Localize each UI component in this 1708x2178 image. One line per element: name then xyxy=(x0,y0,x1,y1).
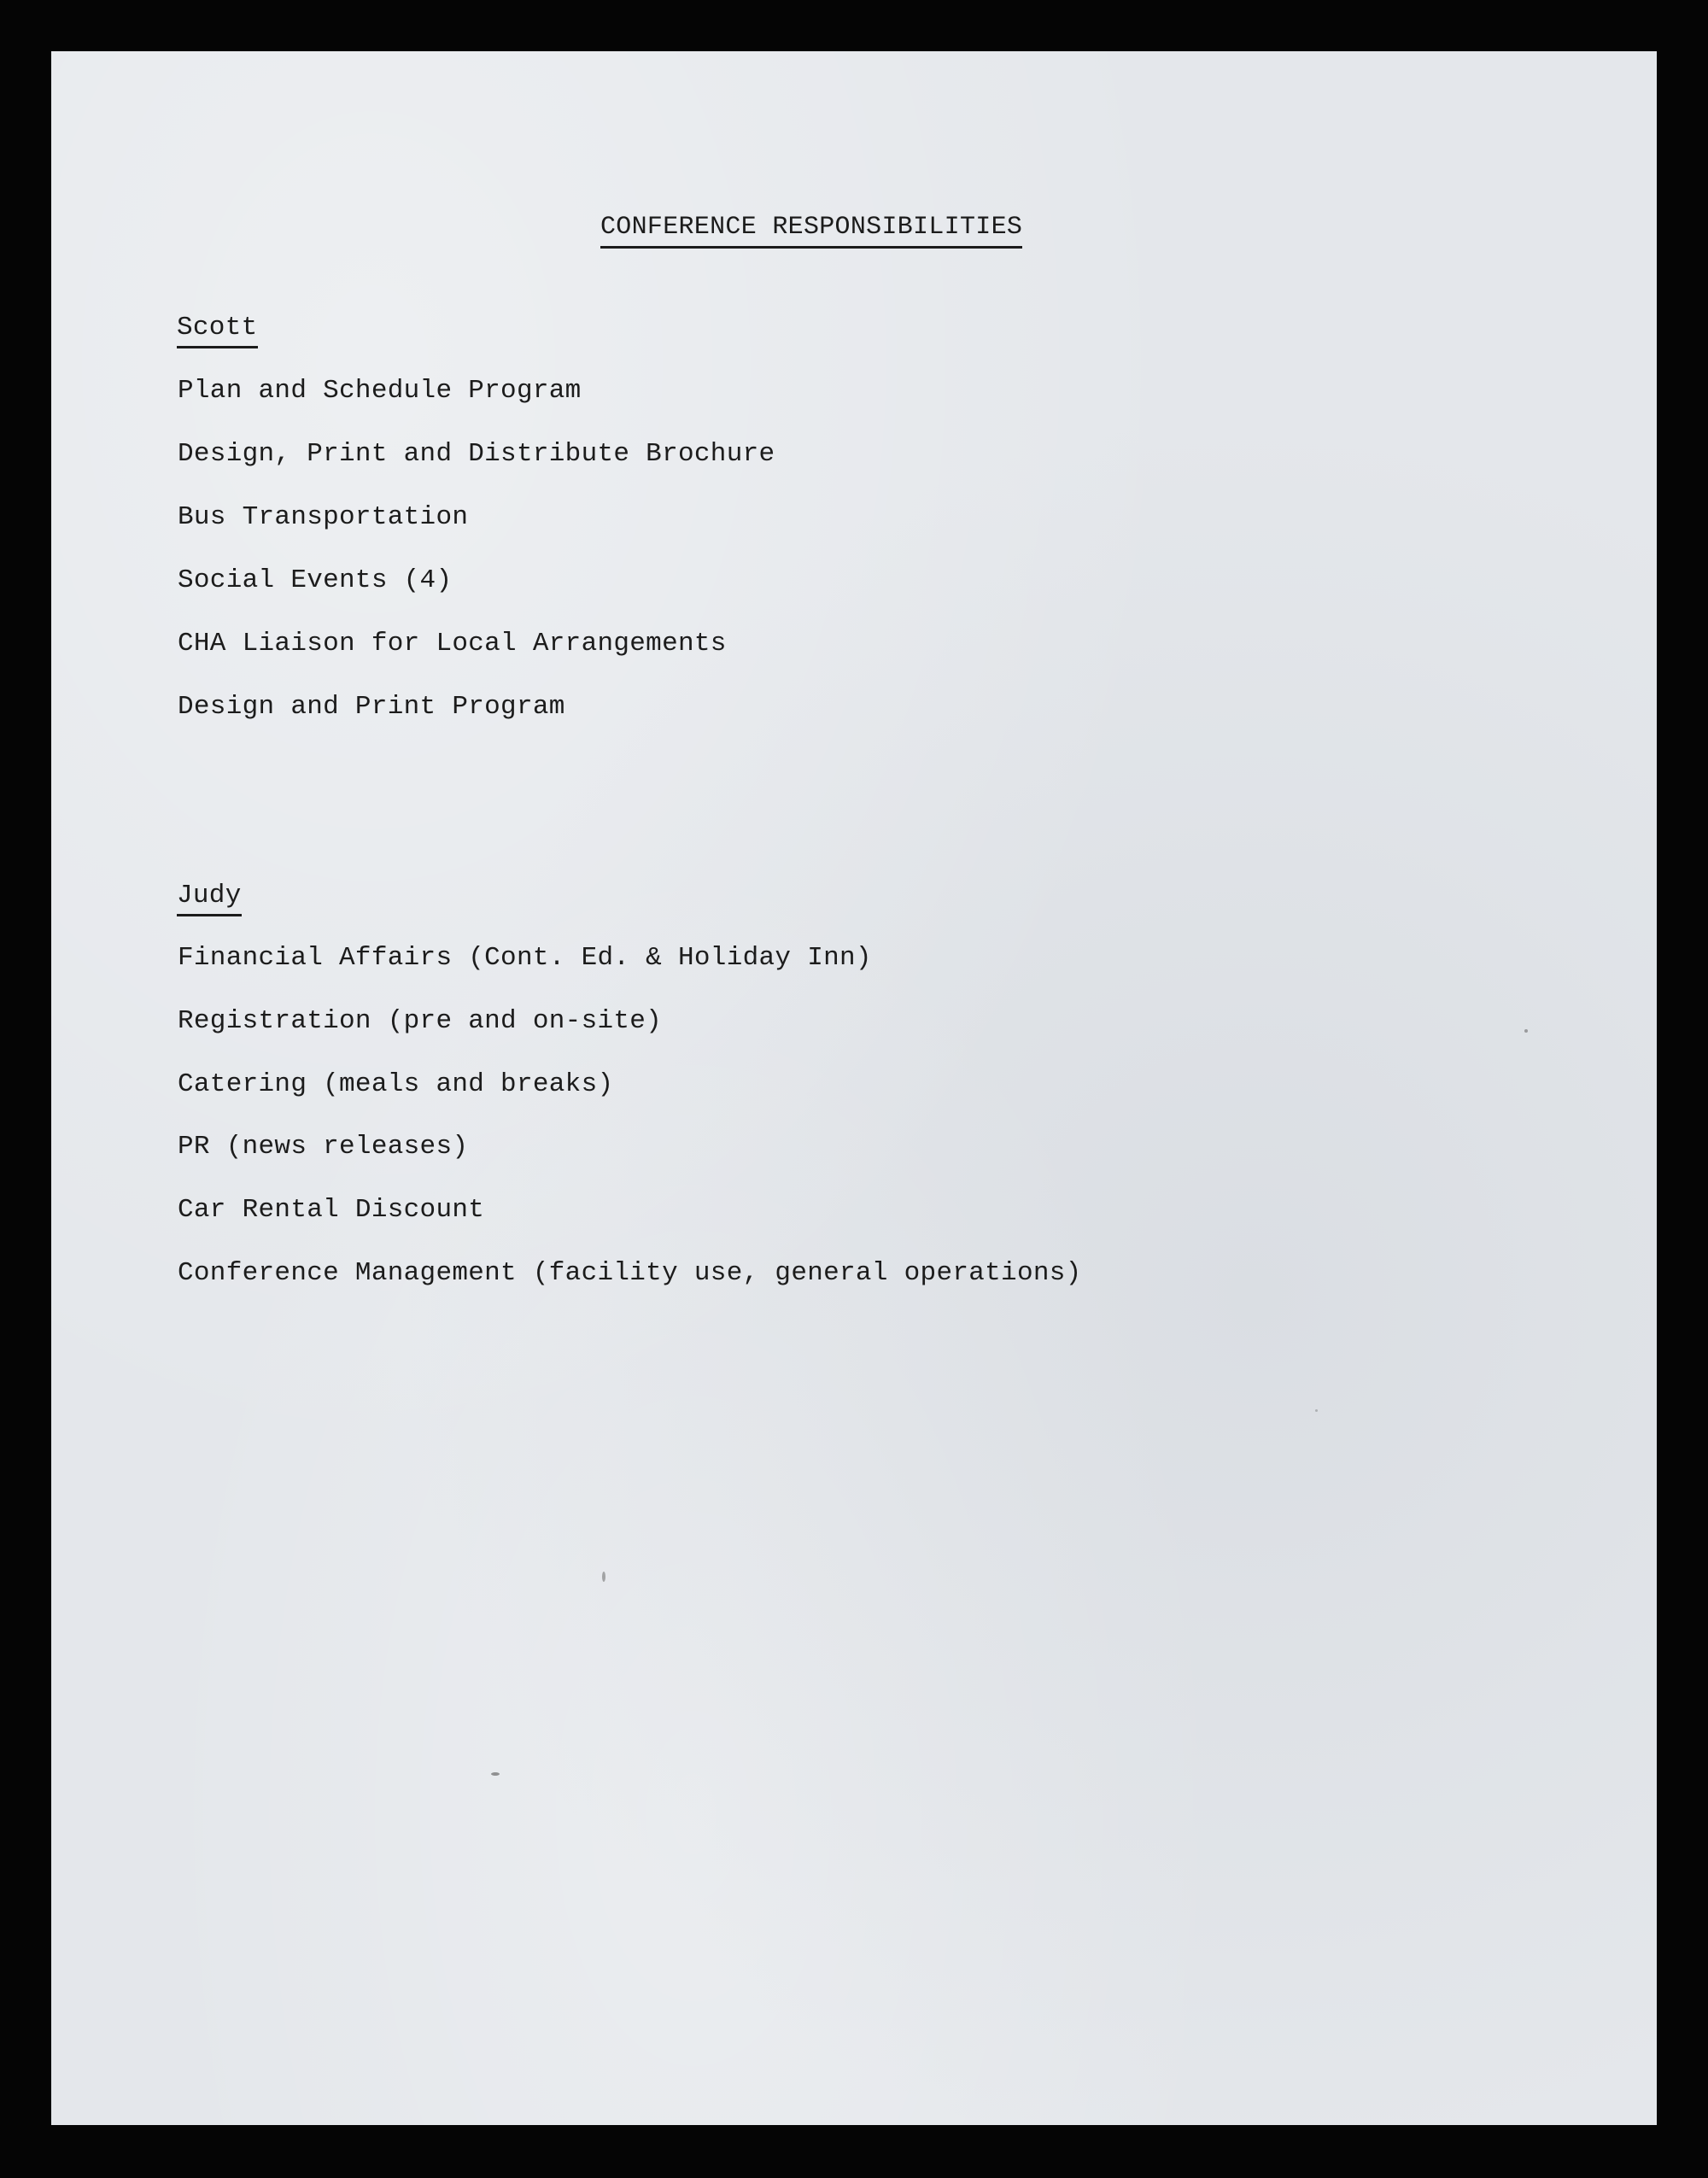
paper-speck xyxy=(1524,1029,1528,1033)
judy-item-1: Financial Affairs (Cont. Ed. & Holiday Inn) xyxy=(178,943,872,973)
scott-item-2: Design, Print and Distribute Brochure xyxy=(178,439,775,469)
judy-item-6: Conference Management (facility use, general operations) xyxy=(178,1258,1082,1288)
judy-item-3: Catering (meals and breaks) xyxy=(178,1069,614,1099)
scott-item-5: CHA Liaison for Local Arrangements xyxy=(178,629,727,659)
paper-speck xyxy=(1315,1409,1318,1412)
paper-speck xyxy=(602,1572,605,1582)
section-heading-scott: Scott xyxy=(177,313,258,348)
judy-item-5: Car Rental Discount xyxy=(178,1195,485,1225)
scott-item-3: Bus Transportation xyxy=(178,502,469,532)
scott-item-6: Design and Print Program xyxy=(178,692,565,722)
scott-item-1: Plan and Schedule Program xyxy=(178,376,582,406)
paper-speck xyxy=(491,1772,500,1776)
judy-item-2: Registration (pre and on-site) xyxy=(178,1006,663,1036)
scott-item-4: Social Events (4) xyxy=(178,565,453,595)
section-heading-judy: Judy xyxy=(177,881,242,916)
paper-page xyxy=(51,51,1657,2125)
document-title: CONFERENCE RESPONSIBILITIES xyxy=(600,213,1022,249)
judy-item-4: PR (news releases) xyxy=(178,1132,469,1162)
